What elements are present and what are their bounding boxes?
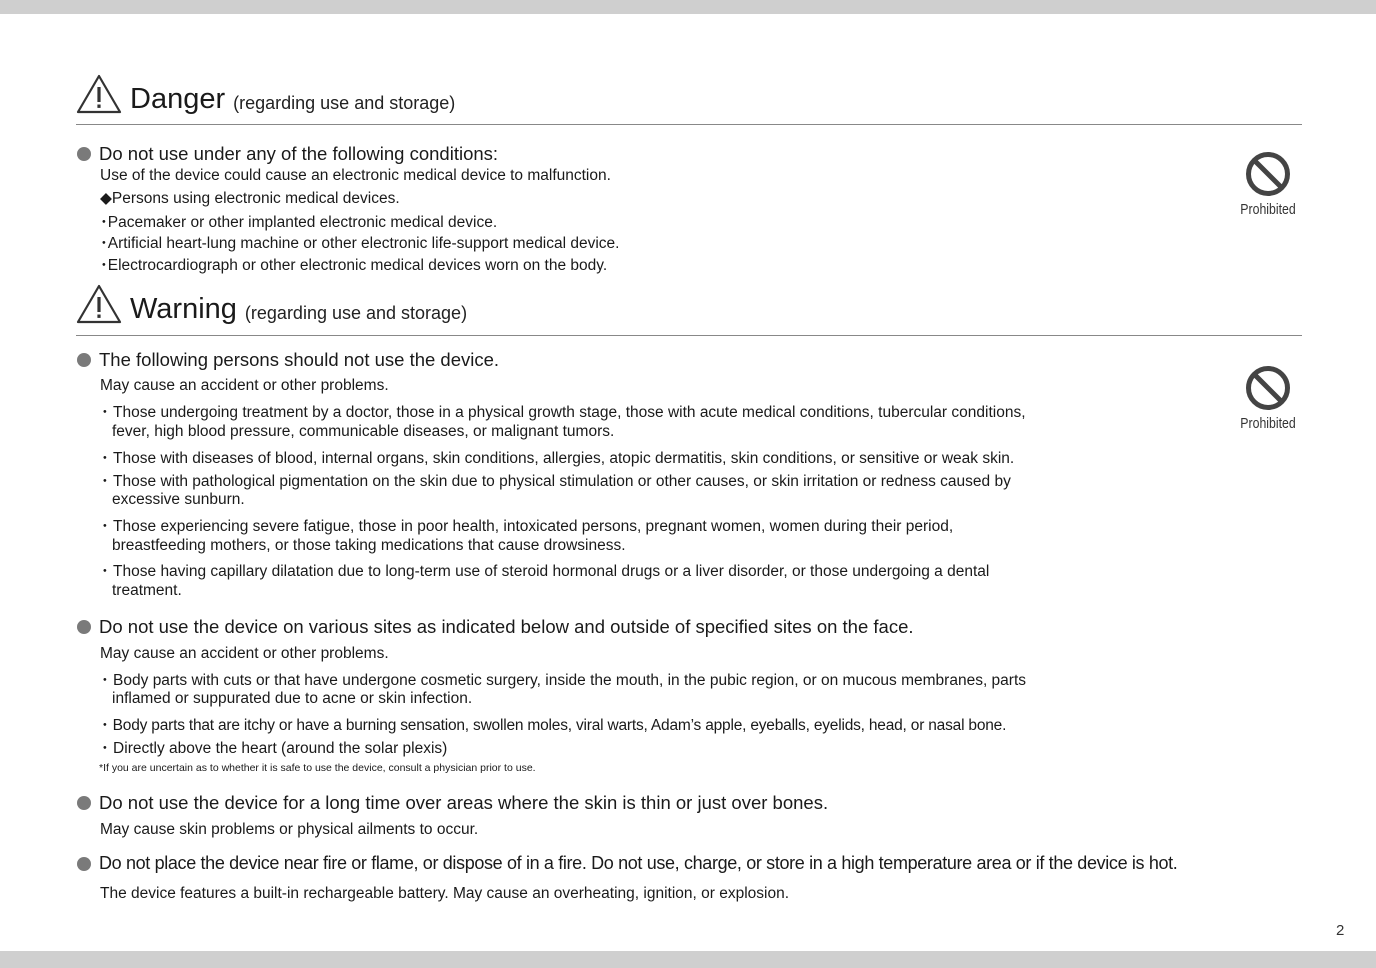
danger-line: ･Artificial heart-lung machine or other electronic life-support medical device.	[100, 235, 620, 252]
warning-line: treatment.	[112, 582, 182, 599]
danger-line: Use of the device could cause an electronic medical device to malfunction.	[100, 167, 611, 184]
warning-line: ･ Those with diseases of blood, internal organs, skin conditions, allergies, atopic dermatitis, skin conditions, or sensitive or weak skin.	[101, 450, 1015, 467]
warning-line: inflamed or suppurated due to acne or skin infection.	[112, 690, 473, 707]
warning-line: breastfeeding mothers, or those taking medications that cause drowsiness.	[112, 537, 626, 554]
danger-heading	[76, 74, 455, 114]
warning-line: The device features a built-in rechargeable battery. May cause an overheating, ignition, or explosion.	[100, 885, 790, 902]
prohibited-icon	[1245, 151, 1291, 197]
warning-line: ･ Those experiencing severe fatigue, those in poor health, intoxicated persons, pregnant women, women during their period,	[101, 518, 954, 535]
warning-subtitle: (regarding use and storage)	[244, 303, 468, 323]
bullet-dot	[77, 796, 91, 810]
page-number: 2	[1336, 922, 1345, 939]
warning-line: ･ Body parts with cuts or that have undergone cosmetic surgery, inside the mouth, in the pubic region, or on mucous membranes, parts	[101, 672, 1027, 689]
warning-title: Warning	[130, 293, 237, 325]
warning-footnote: *If you are uncertain as to whether it is safe to use the device, consult a physician prior to use.	[99, 762, 536, 774]
warning-line: May cause skin problems or physical ailments to occur.	[100, 821, 479, 838]
danger-line: ･Pacemaker or other implanted electronic medical device.	[100, 214, 498, 231]
warning-heading	[76, 284, 467, 324]
prohibited-icon	[1245, 365, 1291, 411]
danger-title: Danger	[130, 83, 226, 115]
danger-divider	[76, 124, 1302, 125]
bullet-dot	[77, 353, 91, 367]
danger-item-heading: Do not use under any of the following conditions:	[99, 143, 499, 164]
prohibited-label: Prohibited	[1240, 415, 1296, 432]
warning-line: fever, high blood pressure, communicable diseases, or malignant tumors.	[112, 423, 615, 440]
warning-item-heading: Do not place the device near fire or flame, or dispose of in a fire. Do not use, charge, or store in a high temperature area or if the device is hot.	[99, 853, 1178, 873]
warning-line: ･ Those with pathological pigmentation on the skin due to physical stimulation or other causes, or skin irritation or redness caused by	[101, 473, 1011, 490]
warning-line: ･ Directly above the heart (around the solar plexis)	[101, 740, 448, 757]
warning-line: ･ Those undergoing treatment by a doctor, those in a physical growth stage, those with acute medical conditions, tubercular conditions,	[101, 404, 1026, 421]
prohibited-sign-danger	[1228, 151, 1308, 218]
danger-subtitle: (regarding use and storage)	[233, 93, 456, 113]
warning-item-heading: The following persons should not use the device.	[99, 349, 500, 370]
warning-divider	[76, 335, 1302, 336]
warning-item-heading: Do not use the device on various sites as indicated below and outside of specified sites on the face.	[99, 616, 914, 637]
prohibited-label: Prohibited	[1240, 201, 1296, 218]
danger-line: ◆Persons using electronic medical devices.	[100, 190, 400, 207]
warning-line: ･ Those having capillary dilatation due to long-term use of steroid hormonal drugs or a liver disorder, or those undergoing a dental	[101, 563, 990, 580]
bullet-dot	[77, 857, 91, 871]
warning-line: May cause an accident or other problems.	[100, 645, 389, 662]
bottom-border-bar	[0, 951, 1376, 968]
danger-line: ･Electrocardiograph or other electronic medical devices worn on the body.	[100, 257, 608, 274]
warning-line: excessive sunburn.	[112, 491, 245, 508]
bullet-dot	[77, 620, 91, 634]
top-border-bar	[0, 0, 1376, 14]
warning-line: ･ Body parts that are itchy or have a burning sensation, swollen moles, viral warts, Adam’s apple, eyeballs, eyelids, head, or nasal bone.	[101, 717, 1007, 734]
warning-triangle-icon	[76, 284, 122, 324]
warning-item-heading: Do not use the device for a long time over areas where the skin is thin or just over bones.	[99, 792, 829, 813]
warning-triangle-icon	[76, 74, 122, 114]
bullet-dot	[77, 147, 91, 161]
prohibited-sign-warning	[1228, 365, 1308, 432]
warning-line: May cause an accident or other problems.	[100, 377, 389, 394]
